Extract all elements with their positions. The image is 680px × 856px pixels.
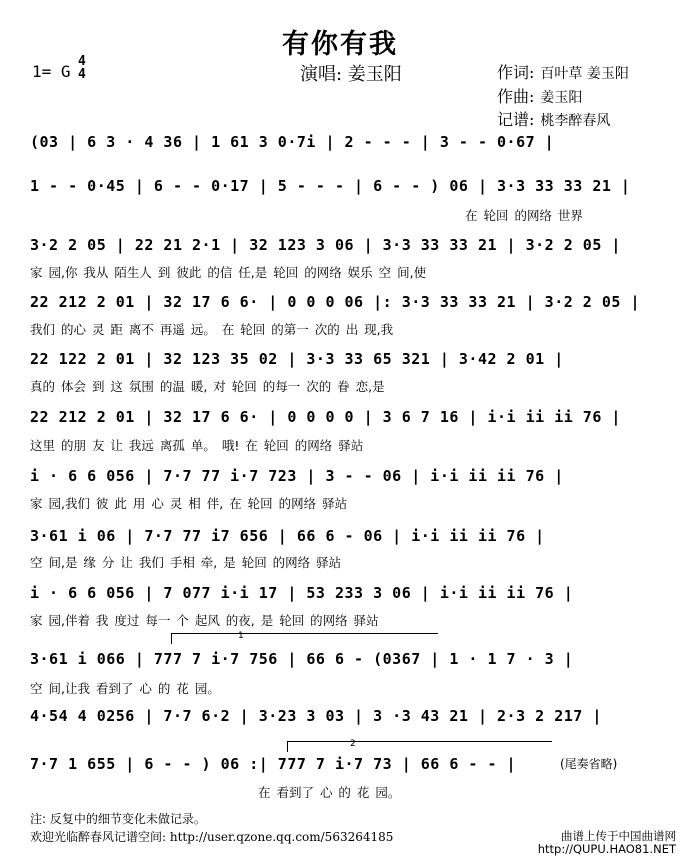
first-ending-label: 1: [238, 631, 244, 641]
staff-notes: i · 6 6 056 | 7·7 77 i·7 723 | 3 - - 06 | i·i ii ii 76 |: [30, 467, 564, 485]
transcriber-credit: [497, 107, 610, 130]
time-signature-bottom: 4: [78, 67, 86, 82]
credit-value: 百叶草 姜玉阳: [540, 66, 629, 82]
staff-notes: 7·7 1 655 | 6 - - ) 06 :| 777 7 i·7 73 | 66 6 - - |: [30, 755, 517, 773]
credit-value: 姜玉阳: [540, 90, 583, 106]
credit-label: 作词:: [497, 63, 535, 82]
staff-notes: (03 | 6 3 · 4 36 | 1 61 3 0·7i | 2 - - - | 3 - - 0·67 |: [30, 133, 555, 151]
credit-value: 桃李醉春风: [540, 113, 611, 129]
song-title: 有你有我: [282, 29, 398, 60]
composer-credit: [497, 84, 582, 107]
second-ending-label: 2: [350, 739, 356, 749]
lyricist-credit: [497, 60, 629, 83]
second-ending-bracket: [287, 741, 552, 752]
time-signature: [78, 55, 86, 81]
footnote: 注: 反复中的细节变化未做记录。: [30, 812, 206, 826]
staff-lyrics: 家 园,伴着 我 度过 每一 个 起风 的夜, 是 轮回 的网络 驿站: [30, 613, 379, 628]
time-signature-top: 4: [78, 54, 86, 69]
staff-notes: 3·2 2 05 | 22 21 2·1 | 32 123 3 06 | 3·3 33 33 21 | 3·2 2 05 |: [30, 236, 621, 254]
credit-label: 记谱:: [497, 110, 535, 129]
staff-notes: i · 6 6 056 | 7 077 i·i 17 | 53 233 3 06 | i·i ii ii 76 |: [30, 584, 574, 602]
key-signature: 1= G: [32, 62, 71, 81]
site-watermark: [538, 830, 676, 856]
staff-notes: 3·61 i 06 | 7·7 77 i7 656 | 66 6 - 06 | i·i ii ii 76 |: [30, 527, 545, 545]
site-line-2: http://QUPU.HAO81.NET: [537, 842, 676, 856]
staff-lyrics: 我们 的心 灵 距 离不 再遥 远。 在 轮回 的第一 次的 出 现,我: [30, 322, 394, 337]
staff-lyrics: 在 轮回 的网络 世界: [465, 208, 583, 223]
welcome-line: 欢迎光临醉春风记谱空间: http://user.qzone.qq.com/563264185: [30, 830, 394, 844]
staff-notes: 3·61 i 066 | 777 7 i·7 756 | 66 6 - (0367 | 1 · 1 7 · 3 |: [30, 650, 574, 668]
staff-lyrics: 空 间,是 缘 分 让 我们 手相 牵, 是 轮回 的网络 驿站: [30, 555, 342, 570]
staff-lyrics: 家 园,你 我从 陌生人 到 彼此 的信 任,是 轮回 的网络 娱乐 空 间,使: [30, 265, 427, 280]
staff-lyrics: 真的 体会 到 这 氛围 的温 暖, 对 轮回 的每一 次的 眷 恋,是: [30, 379, 385, 394]
staff-lyrics: 家 园,我们 彼 此 用 心 灵 相 伴, 在 轮回 的网络 驿站: [30, 496, 348, 511]
staff-notes: 4·54 4 0256 | 7·7 6·2 | 3·23 3 03 | 3 ·3 43 21 | 2·3 2 217 |: [30, 707, 602, 725]
staff-notes: 22 122 2 01 | 32 123 35 02 | 3·3 33 65 321 | 3·42 2 01 |: [30, 350, 564, 368]
staff-notes: 22 212 2 01 | 32 17 6 6· | 0 0 0 0 | 3 6 7 16 | i·i ii ii 76 |: [30, 408, 621, 426]
site-line-1: 曲谱上传于中国曲谱网: [561, 829, 676, 843]
tail-note: (尾奏省略): [560, 757, 618, 771]
staff-notes: 1 - - 0·45 | 6 - - 0·17 | 5 - - - | 6 - - ) 06 | 3·3 33 33 21 |: [30, 177, 631, 195]
singer-credit: 演唱: 姜玉阳: [300, 64, 402, 85]
first-ending-bracket: [171, 633, 438, 644]
staff-lyrics: 空 间,让我 看到了 心 的 花 园。: [30, 681, 220, 696]
staff-notes: 22 212 2 01 | 32 17 6 6· | 0 0 0 06 |: 3·3 33 33 21 | 3·2 2 05 |: [30, 293, 640, 311]
credit-label: 作曲:: [497, 87, 535, 106]
staff-lyrics: 这里 的朋 友 让 我远 离孤 单。 哦! 在 轮回 的网络 驿站: [30, 438, 364, 453]
staff-lyrics: 在 看到了 心 的 花 园。: [258, 785, 401, 800]
